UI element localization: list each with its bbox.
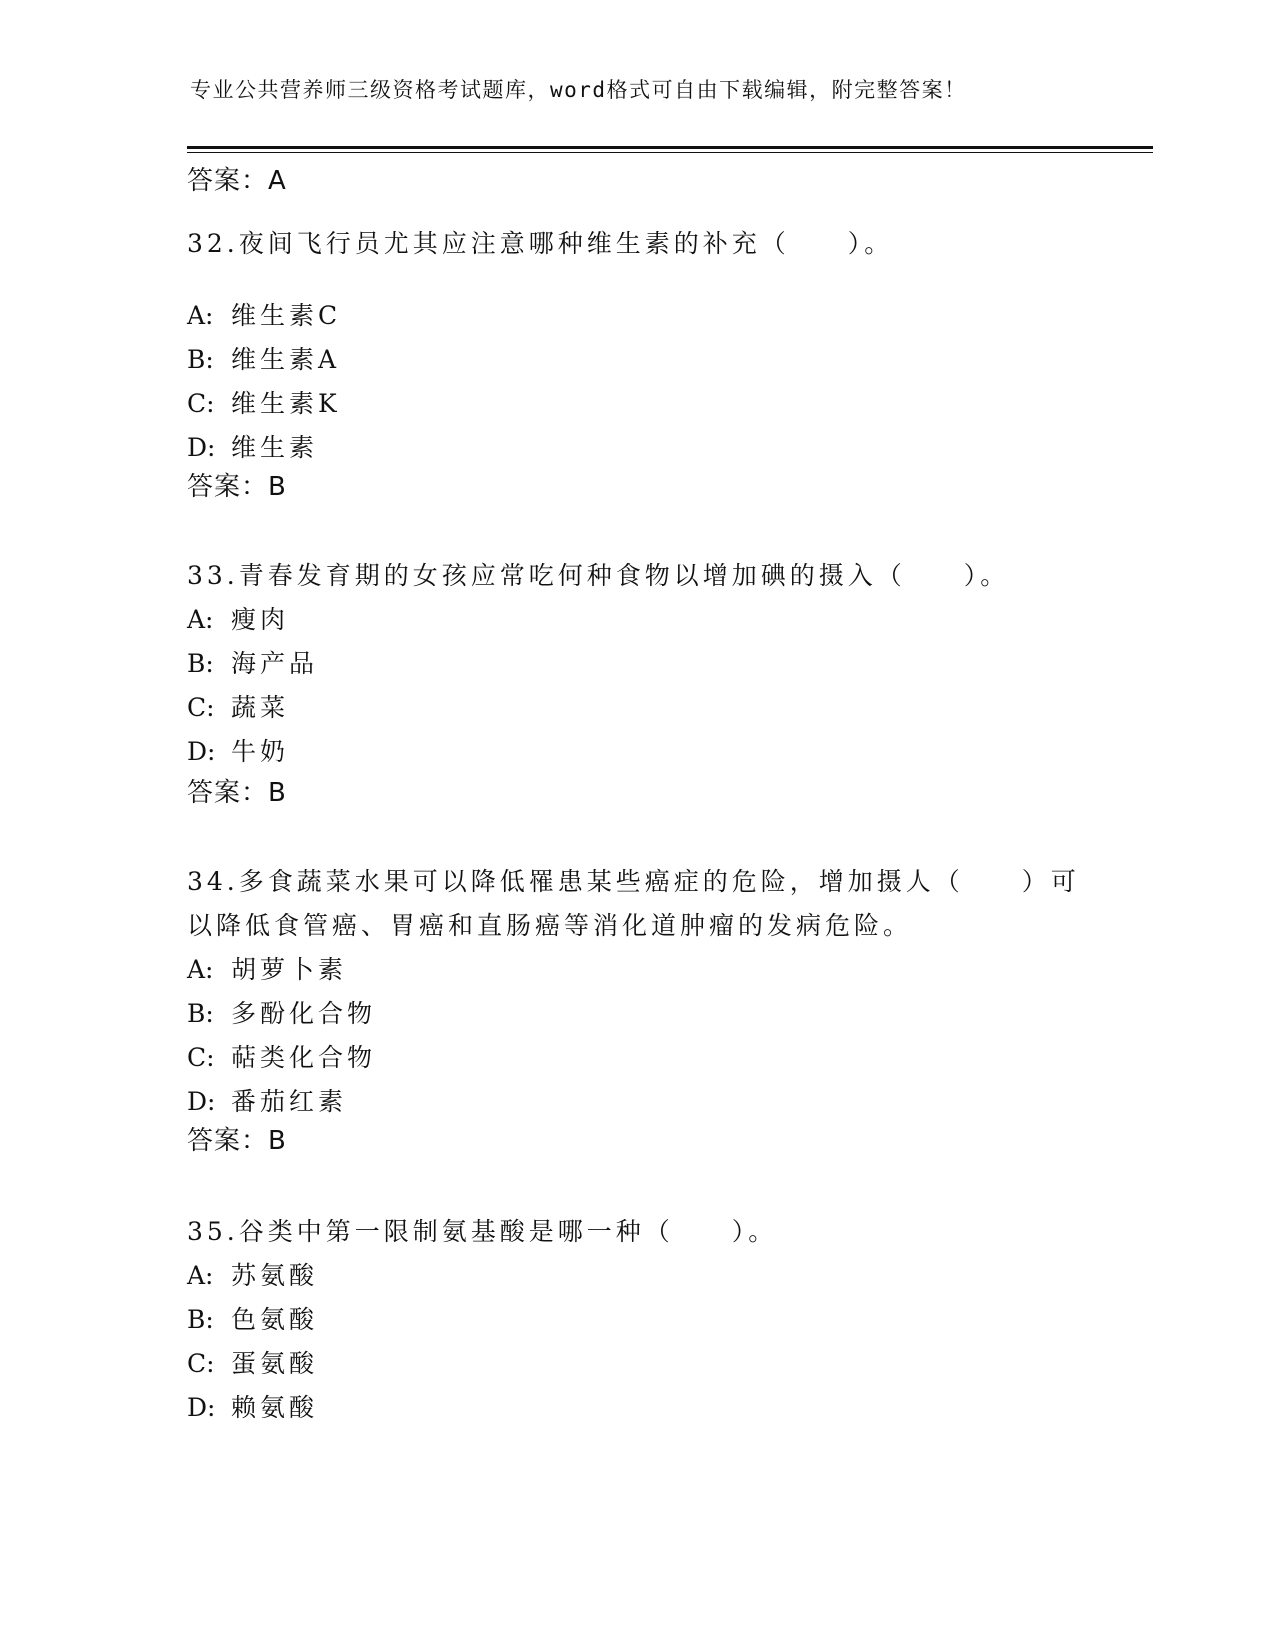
question-34-stem-line1: 34.多食蔬菜水果可以降低罹患某些癌症的危险，增加摄人（ ）可: [187, 867, 1080, 896]
page-header: 专业公共营养师三级资格考试题库，word格式可自由下载编辑，附完整答案！: [190, 78, 967, 102]
question-33-option-a: A: 瘦肉: [187, 605, 290, 634]
question-34-option-b: B: 多酚化合物: [187, 999, 377, 1028]
question-32-stem: 32.夜间飞行员尤其应注意哪种维生素的补充（ ）。: [187, 229, 894, 258]
question-32-answer: 答案：B: [187, 472, 287, 502]
question-33-stem: 33.青春发育期的女孩应常吃何种食物以增加碘的摄入（ ）。: [187, 561, 1010, 590]
question-35-option-c: C: 蛋氨酸: [187, 1349, 319, 1378]
question-33-option-c: C: 蔬菜: [187, 693, 290, 722]
question-35-option-a: A: 苏氨酸: [187, 1261, 319, 1290]
answer-31: 答案：A: [187, 166, 287, 196]
question-34-option-d: D: 番茄红素: [187, 1087, 348, 1116]
question-35-stem: 35.谷类中第一限制氨基酸是哪一种（ ）。: [187, 1217, 778, 1246]
question-34-answer: 答案：B: [187, 1126, 287, 1156]
question-33-option-b: B: 海产品: [187, 649, 319, 678]
question-32-option-b: B: 维生素A: [187, 345, 341, 374]
question-34-stem-line2: 以降低食管癌、胃癌和直肠癌等消化道肿瘤的发病危险。: [187, 911, 913, 940]
question-34-option-c: C: 萜类化合物: [187, 1043, 377, 1072]
header-rule-thick: [187, 146, 1153, 149]
question-34-option-a: A: 胡萝卜素: [187, 955, 348, 984]
question-33-answer: 答案：B: [187, 778, 287, 808]
question-35-option-b: B: 色氨酸: [187, 1305, 319, 1334]
question-32-option-d: D: 维生素: [187, 433, 319, 462]
question-32-option-c: C: 维生素K: [187, 389, 341, 418]
question-35-option-d: D: 赖氨酸: [187, 1393, 319, 1422]
question-33-option-d: D: 牛奶: [187, 737, 290, 766]
header-rule-thin: [187, 152, 1153, 153]
question-32-option-a: A: 维生素C: [187, 301, 342, 330]
